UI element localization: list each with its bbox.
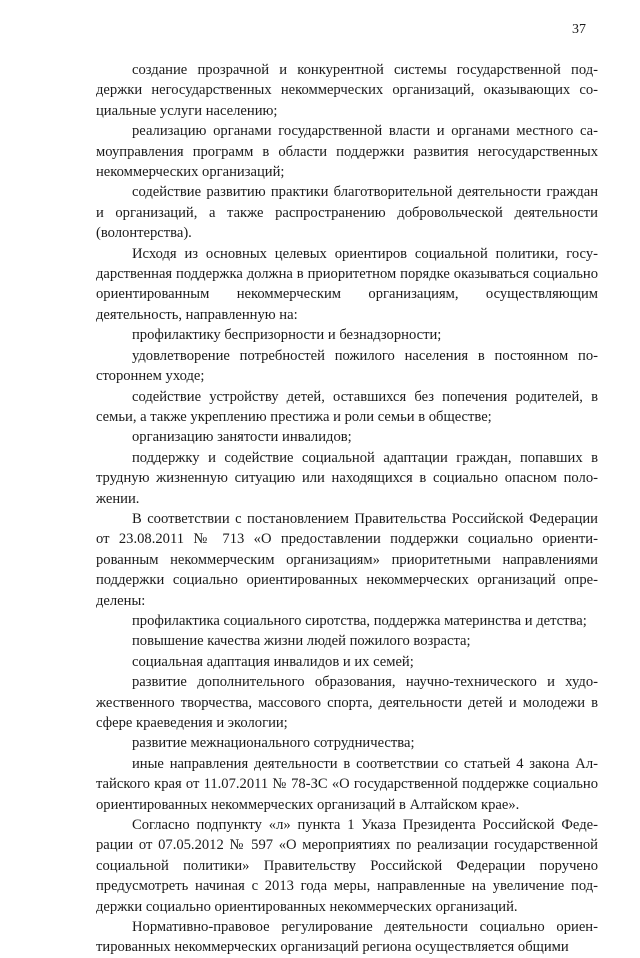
paragraph: профилактику беспризорности и безнадзорности; — [132, 327, 442, 344]
body-text — [96, 60, 598, 958]
paragraph: развитие межнационального сотрудничества; — [132, 735, 415, 752]
paragraph: удовлетворение потребностей пожилого населения в постоянном постороннем уходе; — [96, 347, 598, 385]
paragraph: реализацию органами государственной власти и органами местного самоуправления программ в области поддержки развития негосударственных некоммерческих организаций; — [96, 123, 598, 181]
paragraph: создание прозрачной и конкурентной системы государственной поддержки негосударственных некоммерческих организаций, оказывающих социальные услуги населению; — [96, 62, 598, 119]
page-number: 37 — [572, 22, 586, 37]
paragraph: иные направления деятельности в соответствии со статьей 4 закона Алтайского края от 11.07.2011 № 78-ЗС «О государственной поддержке социально ориентированных некоммерческих организаций в Алтайском крае». — [96, 755, 598, 813]
paragraph: Нормативно-правовое регулирование деятельности социально ориентированных некоммерческих организаций региона осуществляется общими — [96, 919, 598, 956]
paragraph: Исходя из основных целевых ориентиров социальной политики, государственная поддержка должна в приоритетном порядке оказываться социально ориентированным некоммерческим организациям, осуществляющим деятельность, направленную на: — [96, 245, 598, 323]
paragraph: поддержку и содействие социальной адаптации граждан, попавших в трудную жизненную ситуацию или находящихся в социально опасном положении. — [96, 449, 598, 507]
paragraph: развитие дополнительного образования, научно-технического и художественного творчества, массового спорта, деятельности детей и молодежи в сфере краеведения и экологии; — [96, 674, 598, 731]
paragraph: содействие устройству детей, оставшихся без попечения родителей, в семьи, а также укреплению престижа и роли семьи в обществе; — [96, 388, 598, 425]
paragraph: организацию занятости инвалидов; — [132, 429, 352, 446]
paragraph: В соответствии с постановлением Правительства Российской Федерации от 23.08.2011 № 713 «О предоставлении поддержки социально ориентированным некоммерческим организациям» приоритетными направлениями поддержки социально ориентированных некоммерческих организаций определены: — [96, 510, 598, 609]
paragraph: социальная адаптация инвалидов и их семей; — [132, 653, 414, 670]
paragraph: повышение качества жизни людей пожилого возраста; — [132, 633, 471, 650]
paragraph: Согласно подпункту «л» пункта 1 Указа Президента Российской Федерации от 07.05.2012 № 597 «О мероприятиях по реализации государственной социальной политики» Правительству Российской Федерации поручено предусмотреть начиная с 2013 года меры, направленные на увеличение поддержки социально ориентированных некоммерческих организаций. — [96, 817, 598, 915]
paragraph: профилактика социального сиротства, поддержка материнства и детства; — [132, 612, 587, 629]
paragraph: содействие развитию практики благотворительной деятельности граждан и организаций, а также распространению добровольческой деятельности (волонтерства). — [96, 184, 598, 242]
